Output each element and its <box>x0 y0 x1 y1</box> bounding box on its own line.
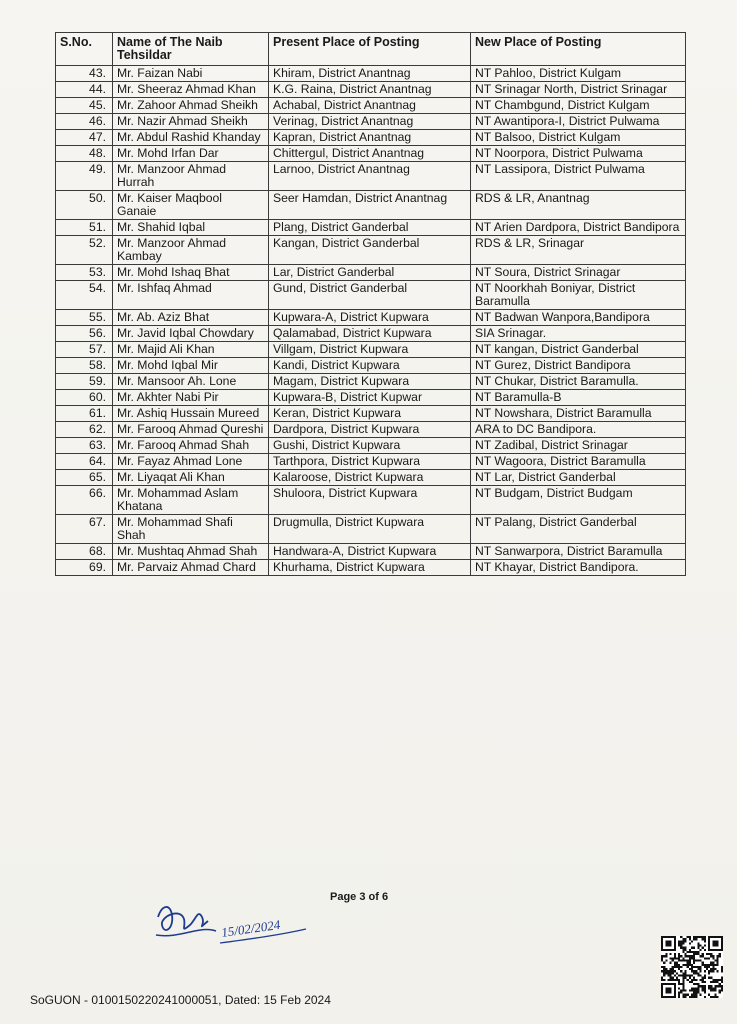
cell-name: Mr. Manzoor Ahmad Kambay <box>113 236 269 265</box>
cell-present-posting: Kupwara-A, District Kupwara <box>269 310 471 326</box>
cell-new-posting: NT Noorpora, District Pulwama <box>471 146 686 162</box>
cell-name: Mr. Mansoor Ah. Lone <box>113 374 269 390</box>
cell-present-posting: Magam, District Kupwara <box>269 374 471 390</box>
cell-sno: 55. <box>56 310 113 326</box>
cell-sno: 67. <box>56 515 113 544</box>
cell-new-posting: NT kangan, District Ganderbal <box>471 342 686 358</box>
cell-new-posting: RDS & LR, Srinagar <box>471 236 686 265</box>
table-row <box>56 130 686 146</box>
table-row <box>56 310 686 326</box>
cell-sno: 46. <box>56 114 113 130</box>
cell-name: Mr. Zahoor Ahmad Sheikh <box>113 98 269 114</box>
cell-name: Mr. Majid Ali Khan <box>113 342 269 358</box>
cell-name: Mr. Kaiser Maqbool Ganaie <box>113 191 269 220</box>
cell-sno: 48. <box>56 146 113 162</box>
cell-present-posting: Handwara-A, District Kupwara <box>269 544 471 560</box>
cell-sno: 56. <box>56 326 113 342</box>
cell-present-posting: Tarthpora, District Kupwara <box>269 454 471 470</box>
table-row <box>56 82 686 98</box>
cell-new-posting: NT Chambgund, District Kulgam <box>471 98 686 114</box>
cell-new-posting: NT Khayar, District Bandipora. <box>471 560 686 576</box>
posting-table <box>55 32 686 576</box>
table-row <box>56 162 686 191</box>
cell-sno: 64. <box>56 454 113 470</box>
cell-name: Mr. Sheeraz Ahmad Khan <box>113 82 269 98</box>
header-name: Name of The Naib Tehsildar <box>113 33 269 66</box>
cell-sno: 53. <box>56 265 113 281</box>
cell-present-posting: Khiram, District Anantnag <box>269 66 471 82</box>
cell-name: Mr. Mohd Iqbal Mir <box>113 358 269 374</box>
cell-name: Mr. Mohd Ishaq Bhat <box>113 265 269 281</box>
cell-name: Mr. Faizan Nabi <box>113 66 269 82</box>
table-row <box>56 146 686 162</box>
cell-new-posting: NT Palang, District Ganderbal <box>471 515 686 544</box>
cell-name: Mr. Farooq Ahmad Shah <box>113 438 269 454</box>
cell-name: Mr. Shahid Iqbal <box>113 220 269 236</box>
cell-present-posting: Chittergul, District Anantnag <box>269 146 471 162</box>
cell-sno: 60. <box>56 390 113 406</box>
cell-new-posting: NT Baramulla-B <box>471 390 686 406</box>
cell-present-posting: Khurhama, District Kupwara <box>269 560 471 576</box>
cell-new-posting: NT Nowshara, District Baramulla <box>471 406 686 422</box>
cell-present-posting: Seer Hamdan, District Anantnag <box>269 191 471 220</box>
page-number: Page 3 of 6 <box>330 891 389 903</box>
table-row <box>56 236 686 265</box>
table-row <box>56 438 686 454</box>
cell-name: Mr. Fayaz Ahmad Lone <box>113 454 269 470</box>
cell-sno: 44. <box>56 82 113 98</box>
cell-new-posting: NT Soura, District Srinagar <box>471 265 686 281</box>
cell-sno: 58. <box>56 358 113 374</box>
cell-name: Mr. Mohd Irfan Dar <box>113 146 269 162</box>
cell-present-posting: Lar, District Ganderbal <box>269 265 471 281</box>
cell-name: Mr. Akhter Nabi Pir <box>113 390 269 406</box>
cell-name: Mr. Nazir Ahmad Sheikh <box>113 114 269 130</box>
table-row <box>56 406 686 422</box>
table-row <box>56 281 686 310</box>
table-header-row <box>56 33 686 66</box>
cell-present-posting: Gund, District Ganderbal <box>269 281 471 310</box>
cell-present-posting: Plang, District Ganderbal <box>269 220 471 236</box>
cell-new-posting: ARA to DC Bandipora. <box>471 422 686 438</box>
cell-new-posting: NT Zadibal, District Srinagar <box>471 438 686 454</box>
header-present-posting: Present Place of Posting <box>269 33 471 66</box>
table-row <box>56 342 686 358</box>
cell-sno: 68. <box>56 544 113 560</box>
cell-name: Mr. Manzoor Ahmad Hurrah <box>113 162 269 191</box>
cell-new-posting: NT Sanwarpora, District Baramulla <box>471 544 686 560</box>
cell-new-posting: NT Pahloo, District Kulgam <box>471 66 686 82</box>
cell-present-posting: Verinag, District Anantnag <box>269 114 471 130</box>
cell-sno: 43. <box>56 66 113 82</box>
cell-sno: 69. <box>56 560 113 576</box>
table-row <box>56 114 686 130</box>
table-row <box>56 66 686 82</box>
cell-present-posting: Gushi, District Kupwara <box>269 438 471 454</box>
cell-new-posting: NT Budgam, District Budgam <box>471 486 686 515</box>
signature-date: 15/02/2024 <box>220 916 282 940</box>
table-row <box>56 515 686 544</box>
cell-new-posting: NT Balsoo, District Kulgam <box>471 130 686 146</box>
cell-sno: 62. <box>56 422 113 438</box>
header-sno: S.No. <box>56 33 113 66</box>
cell-new-posting: NT Gurez, District Bandipora <box>471 358 686 374</box>
cell-present-posting: Qalamabad, District Kupwara <box>269 326 471 342</box>
table-row <box>56 191 686 220</box>
cell-sno: 50. <box>56 191 113 220</box>
table-row <box>56 390 686 406</box>
cell-name: Mr. Farooq Ahmad Qureshi <box>113 422 269 438</box>
qr-code-icon <box>661 936 723 998</box>
cell-sno: 63. <box>56 438 113 454</box>
cell-new-posting: NT Srinagar North, District Srinagar <box>471 82 686 98</box>
table-row <box>56 544 686 560</box>
header-new-posting: New Place of Posting <box>471 33 686 66</box>
cell-name: Mr. Mushtaq Ahmad Shah <box>113 544 269 560</box>
cell-sno: 65. <box>56 470 113 486</box>
cell-new-posting: NT Chukar, District Baramulla. <box>471 374 686 390</box>
table-row <box>56 374 686 390</box>
table-row <box>56 560 686 576</box>
cell-present-posting: K.G. Raina, District Anantnag <box>269 82 471 98</box>
cell-new-posting: SIA Srinagar. <box>471 326 686 342</box>
cell-name: Mr. Ashiq Hussain Mureed <box>113 406 269 422</box>
cell-name: Mr. Abdul Rashid Khanday <box>113 130 269 146</box>
cell-present-posting: Larnoo, District Anantnag <box>269 162 471 191</box>
cell-sno: 52. <box>56 236 113 265</box>
table-row <box>56 422 686 438</box>
table-row <box>56 265 686 281</box>
cell-present-posting: Villgam, District Kupwara <box>269 342 471 358</box>
table-row <box>56 486 686 515</box>
cell-new-posting: RDS & LR, Anantnag <box>471 191 686 220</box>
cell-name: Mr. Ishfaq Ahmad <box>113 281 269 310</box>
cell-sno: 45. <box>56 98 113 114</box>
cell-new-posting: NT Badwan Wanpora,Bandipora <box>471 310 686 326</box>
cell-name: Mr. Liyaqat Ali Khan <box>113 470 269 486</box>
cell-new-posting: NT Noorkhah Boniyar, District Baramulla <box>471 281 686 310</box>
cell-present-posting: Achabal, District Anantnag <box>269 98 471 114</box>
signature-icon <box>150 895 310 955</box>
cell-present-posting: Drugmulla, District Kupwara <box>269 515 471 544</box>
cell-sno: 47. <box>56 130 113 146</box>
table-row <box>56 326 686 342</box>
cell-present-posting: Kangan, District Ganderbal <box>269 236 471 265</box>
cell-name: Mr. Mohammad Aslam Khatana <box>113 486 269 515</box>
cell-sno: 49. <box>56 162 113 191</box>
cell-name: Mr. Ab. Aziz Bhat <box>113 310 269 326</box>
cell-new-posting: NT Lassipora, District Pulwama <box>471 162 686 191</box>
cell-sno: 54. <box>56 281 113 310</box>
order-reference: SoGUON - 0100150220241000051, Dated: 15 Feb 2024 <box>30 993 331 1007</box>
table-row <box>56 98 686 114</box>
table-row <box>56 454 686 470</box>
cell-present-posting: Kalaroose, District Kupwara <box>269 470 471 486</box>
cell-new-posting: NT Wagoora, District Baramulla <box>471 454 686 470</box>
cell-sno: 59. <box>56 374 113 390</box>
cell-present-posting: Dardpora, District Kupwara <box>269 422 471 438</box>
table-row <box>56 358 686 374</box>
cell-present-posting: Shuloora, District Kupwara <box>269 486 471 515</box>
cell-new-posting: NT Awantipora-I, District Pulwama <box>471 114 686 130</box>
cell-name: Mr. Javid Iqbal Chowdary <box>113 326 269 342</box>
cell-sno: 66. <box>56 486 113 515</box>
cell-present-posting: Kupwara-B, District Kupwar <box>269 390 471 406</box>
cell-present-posting: Kapran, District Anantnag <box>269 130 471 146</box>
cell-sno: 51. <box>56 220 113 236</box>
cell-present-posting: Kandi, District Kupwara <box>269 358 471 374</box>
cell-new-posting: NT Lar, District Ganderbal <box>471 470 686 486</box>
cell-name: Mr. Parvaiz Ahmad Chard <box>113 560 269 576</box>
cell-name: Mr. Mohammad Shafi Shah <box>113 515 269 544</box>
table-body <box>56 66 686 576</box>
table-row <box>56 220 686 236</box>
cell-present-posting: Keran, District Kupwara <box>269 406 471 422</box>
cell-new-posting: NT Arien Dardpora, District Bandipora <box>471 220 686 236</box>
table-row <box>56 470 686 486</box>
cell-sno: 61. <box>56 406 113 422</box>
cell-sno: 57. <box>56 342 113 358</box>
